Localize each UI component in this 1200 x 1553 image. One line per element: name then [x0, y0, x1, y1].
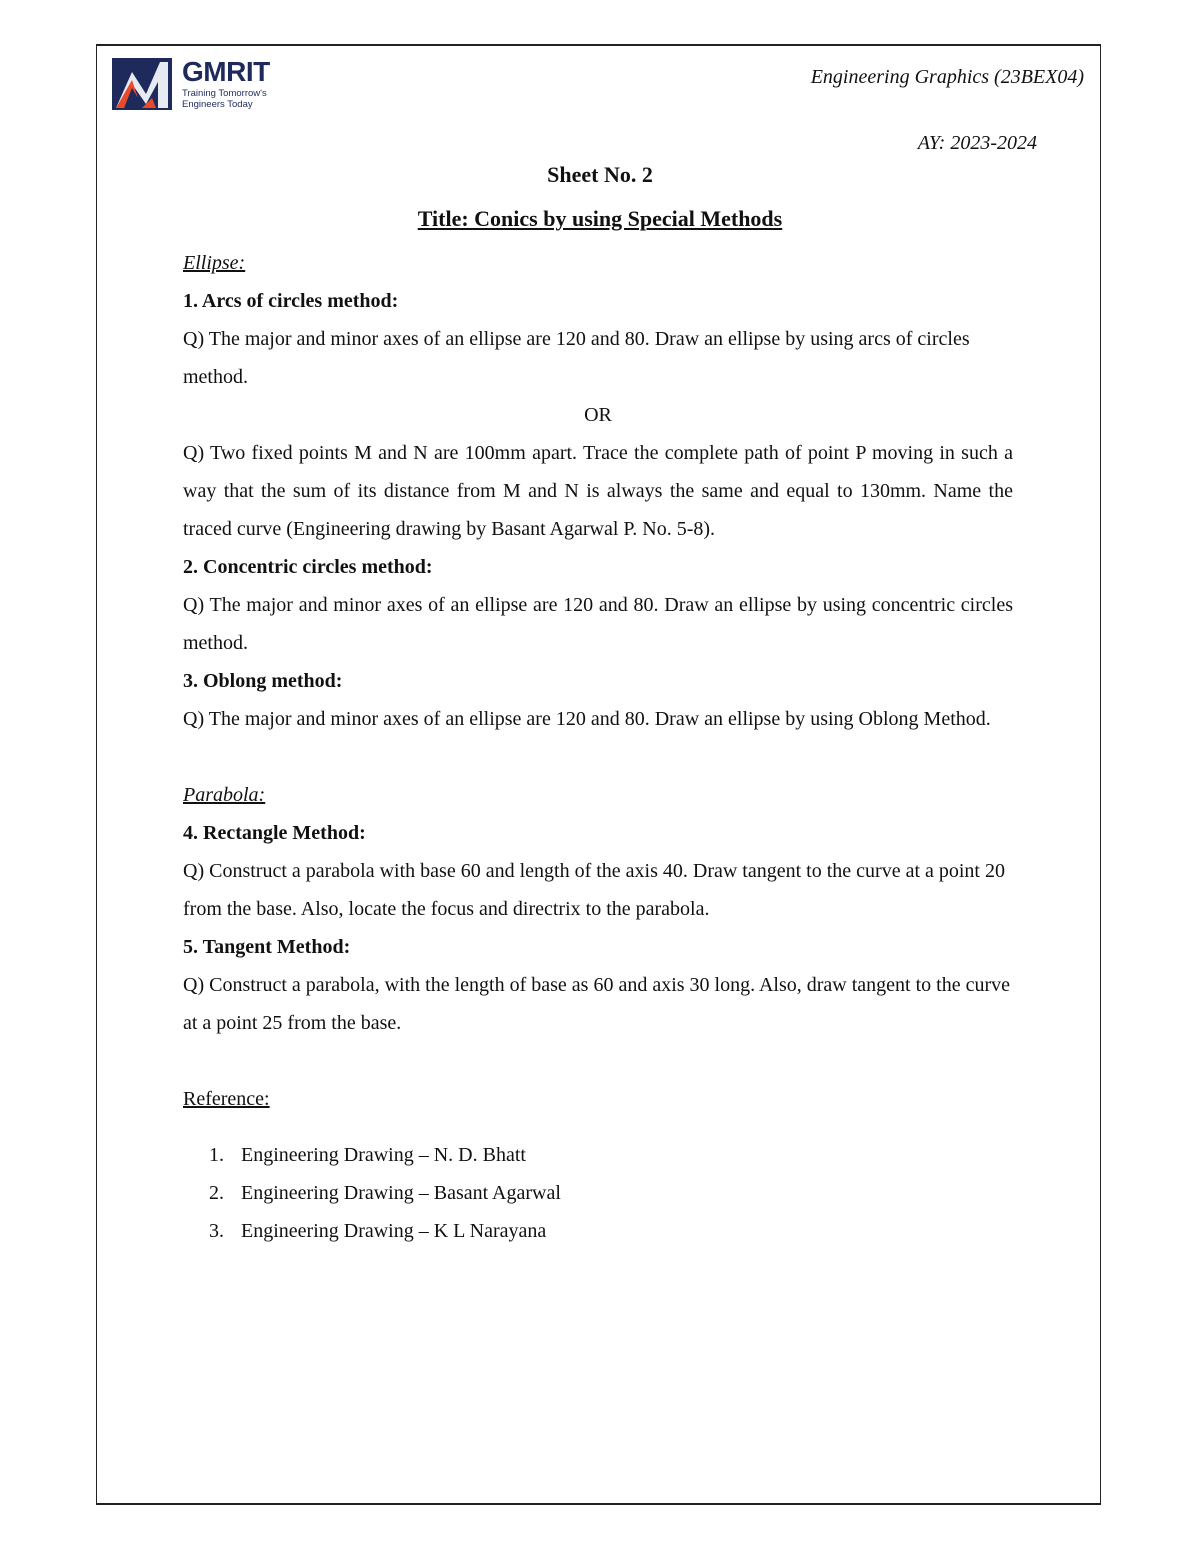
method-5-question: Q) Construct a parabola, with the length of base as 60 and axis 30 long. Also, draw tangent to the curve at a point 25 from the base. [183, 974, 1011, 1034]
logo-brand-text: GMRIT [182, 56, 270, 87]
sheet-content [183, 244, 1013, 1250]
course-title: Engineering Graphics (23BEX04) [810, 66, 1084, 88]
sheet-number: Sheet No. 2 [547, 162, 653, 187]
method-1-heading: 1. Arcs of circles method: [183, 290, 399, 312]
reference-label: Reference: [183, 1088, 270, 1110]
logo-tagline: Training Tomorrow's Engineers Today [182, 88, 267, 110]
method-1-question-a: Q) The major and minor axes of an ellipse are 120 and 80. Draw an ellipse by using arcs of circles method. [183, 328, 970, 388]
method-4-question: Q) Construct a parabola with base 60 and length of the axis 40. Draw tangent to the curve at a point 20 from the base. Also, locate the focus and directrix to the parabola. [183, 860, 1005, 920]
list-item: 1. Engineering Drawing – N. D. Bhatt [209, 1144, 526, 1166]
method-1-question-b: Q) Two fixed points M and N are 100mm apart. Trace the complete path of point P moving in such a way that the sum of its distance from M and N is always the same and equal to 130mm. Name the traced curve (Engineering drawing by Basant Agarwal P. No. 5-8). [183, 442, 1013, 540]
method-3-heading: 3. Oblong method: [183, 670, 343, 692]
institution-logo [112, 58, 292, 110]
method-2-heading: 2. Concentric circles method: [183, 556, 433, 578]
parabola-section-label: Parabola: [183, 784, 266, 806]
page-title: Title: Conics by using Special Methods [417, 206, 783, 231]
list-item: 3. Engineering Drawing – K L Narayana [209, 1220, 547, 1242]
academic-year: AY: 2023-2024 [917, 132, 1037, 154]
reference-list [183, 1136, 1013, 1250]
list-item: 2. Engineering Drawing – Basant Agarwal [209, 1182, 561, 1204]
method-4-heading: 4. Rectangle Method: [183, 822, 366, 844]
logo-mark-icon [112, 58, 172, 110]
method-5-heading: 5. Tangent Method: [183, 936, 351, 958]
or-separator: OR [584, 404, 612, 426]
method-2-question: Q) The major and minor axes of an ellipse are 120 and 80. Draw an ellipse by using concentric circles method. [183, 594, 1013, 654]
method-3-question: Q) The major and minor axes of an ellipse are 120 and 80. Draw an ellipse by using Oblong Method. [183, 708, 991, 730]
ellipse-section-label: Ellipse: [183, 252, 246, 274]
